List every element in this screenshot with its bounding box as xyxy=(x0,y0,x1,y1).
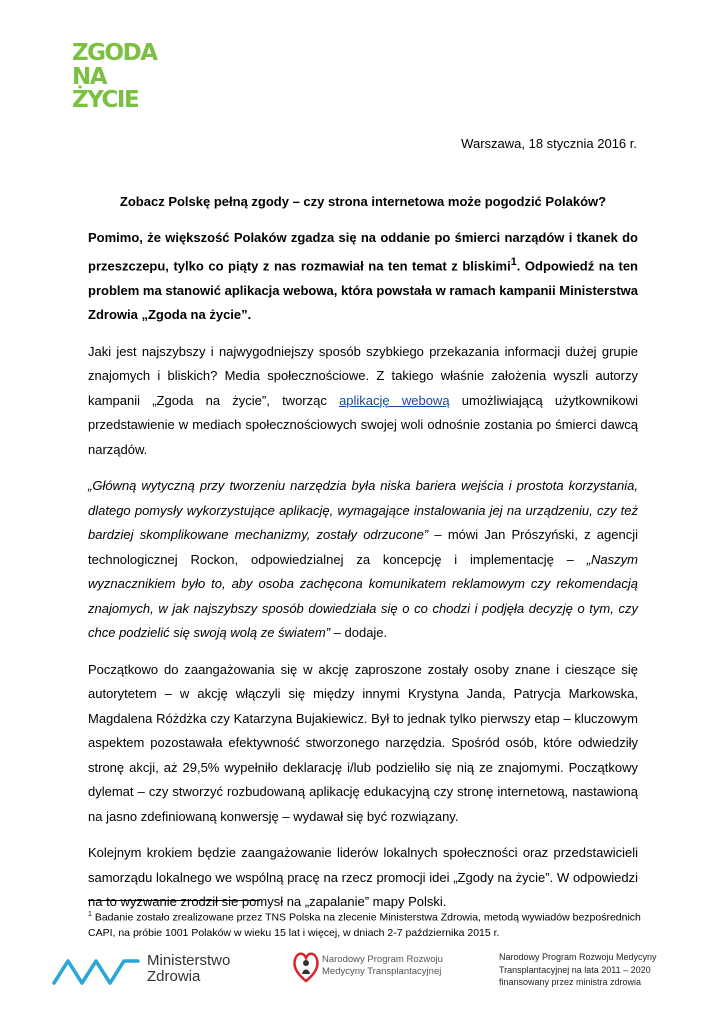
ministry-line-1: Ministerstwo xyxy=(147,952,231,969)
lead-paragraph xyxy=(88,226,638,328)
transplant-program-logo xyxy=(292,945,452,995)
lead-text-2: . Odpowiedź na ten problem ma stanowić aplikacja webowa, która powstała w ramach kampanii Ministerstwa Zdrowia „Zgoda na życie”. xyxy=(88,258,638,323)
paragraph-3: Początkowo do zaangażowania się w akcję zaproszone zostały osoby znane i cieszące się autorytetem – w akcję włączyli się między innymi Krystyna Janda, Patrycja Markowska, Magdalena Różdżka czy Katarzyna Bujakiewicz. Był to jednak tylko pierwszy etap – kluczowym aspektem pozostawała efektywność stworzonego narzędzia. Spośród osób, które odwiedziły stronę akcji, aż 29,5% wypełniło deklarację i/lub podzieliło się nią ze znajomymi. Początkowy dylemat – czy stworzyć rozbudowaną aplikację edukacyjną czy stronę internetową, nastawioną na jasno zdefiniowaną konwersję – wydawał się być rozwiązany. xyxy=(88,661,638,824)
document-date: Warszawa, 18 stycznia 2016 r. xyxy=(461,136,637,151)
footnote xyxy=(88,907,648,941)
program-line-2: Medycyny Transplantacyjnej xyxy=(322,966,442,977)
program-name xyxy=(322,954,443,978)
funding-note xyxy=(499,951,664,989)
paragraph-1 xyxy=(88,340,638,463)
paragraph-4: Kolejnym krokiem będzie zaangażowanie liderów lokalnych społeczności oraz przedstawicieli samorządu lokalnego we wspólną pracę na rzecz promocji idei „Zgody na życie”. W odpowiedzi na to wyzwanie zrodził sie pomysł na „zapalanie” mapy Polski. xyxy=(88,845,638,910)
paragraph-2-attribution: – mówi Jan Prószyński, z agencji technologicznej Rockon, odpowiedzialnej za koncepcję i implementację – xyxy=(88,527,638,567)
footnote-reference[interactable]: 1 xyxy=(510,256,517,268)
paragraph-1-text-before: Jaki jest najszybszy i najwygodniejszy sposób szybkiego przekazania informacji dużej grupie znajomych i bliskich? Media społecznościowe. Z takiego właśnie założenia wyszli autorzy kampanii „Zgoda na życie”, tworząc xyxy=(88,343,638,408)
quote-1: „Główną wytyczną przy tworzeniu narzędzia była niska bariera wejścia i prostota korzystania, dlatego pomysły wykorzystujące aplikację, wymagające instalowania jej na urządzeniu, czy też bardziej skomplikowane mechanizmy, zostały odrzucone” xyxy=(88,478,638,543)
document-title: Zobacz Polskę pełną zgody – czy strona internetowa może pogodzić Polaków? xyxy=(119,194,607,209)
zgoda-na-zycie-logo xyxy=(72,40,167,113)
web-app-link[interactable]: aplikację webową xyxy=(339,392,450,408)
footnote-number: 1 xyxy=(88,911,92,918)
paragraph-2-end: – dodaje. xyxy=(330,625,388,641)
program-line-1: Narodowy Program Rozwoju xyxy=(322,954,443,965)
funding-line-1: Narodowy Program Rozwoju Medycyny xyxy=(499,952,657,962)
logo-line-1: ZGODA xyxy=(72,40,157,66)
footnote-separator xyxy=(88,900,260,901)
document-body xyxy=(88,190,638,927)
ministry-of-health-logo xyxy=(52,953,232,989)
footnote-text: Badanie zostało zrealizowane przez TNS Polska na zlecenie Ministerstwa Zdrowia, metodą wywiadów bezpośrednich CAPI, na próbie 1001 Polaków w wieku 15 lat i więcej, w dniach 2-7 października 2015 r. xyxy=(88,911,641,939)
quote-2: „Naszym wyznacznikiem było to, aby osoba zachęcona komunikatem reklamowym czy rekomendacją znajomych, w jak najszybszy sposób dowiedziała się o co chodzi i podjęła decyzję o tym, czy chce podzielić się swoją wolą ze światem” xyxy=(88,551,638,641)
ministry-name xyxy=(147,953,230,985)
funding-line-2: Transplantacyjnej na lata 2011 – 2020 xyxy=(499,964,651,975)
heart-person-icon xyxy=(292,947,320,987)
logo-line-2: NA ŻYCIE xyxy=(72,64,139,113)
ministry-mark-icon xyxy=(52,955,140,985)
ministry-line-2: Zdrowia xyxy=(147,968,201,985)
paragraph-1-text-after: umożliwiającą użytkownikowi przedstawienie w mediach społecznościowych swojej woli odnośnie zostania po śmierci dawcą narządów. xyxy=(88,392,638,457)
lead-text-1: Pomimo, że większość Polaków zgadza się na oddanie po śmierci narządów i tkanek do przeszczepu, tylko co piąty z nas rozmawiał na ten temat z bliskimi xyxy=(88,229,638,274)
paragraph-2 xyxy=(88,474,638,646)
funding-line-3: finansowany przez ministra zdrowia xyxy=(499,977,642,987)
